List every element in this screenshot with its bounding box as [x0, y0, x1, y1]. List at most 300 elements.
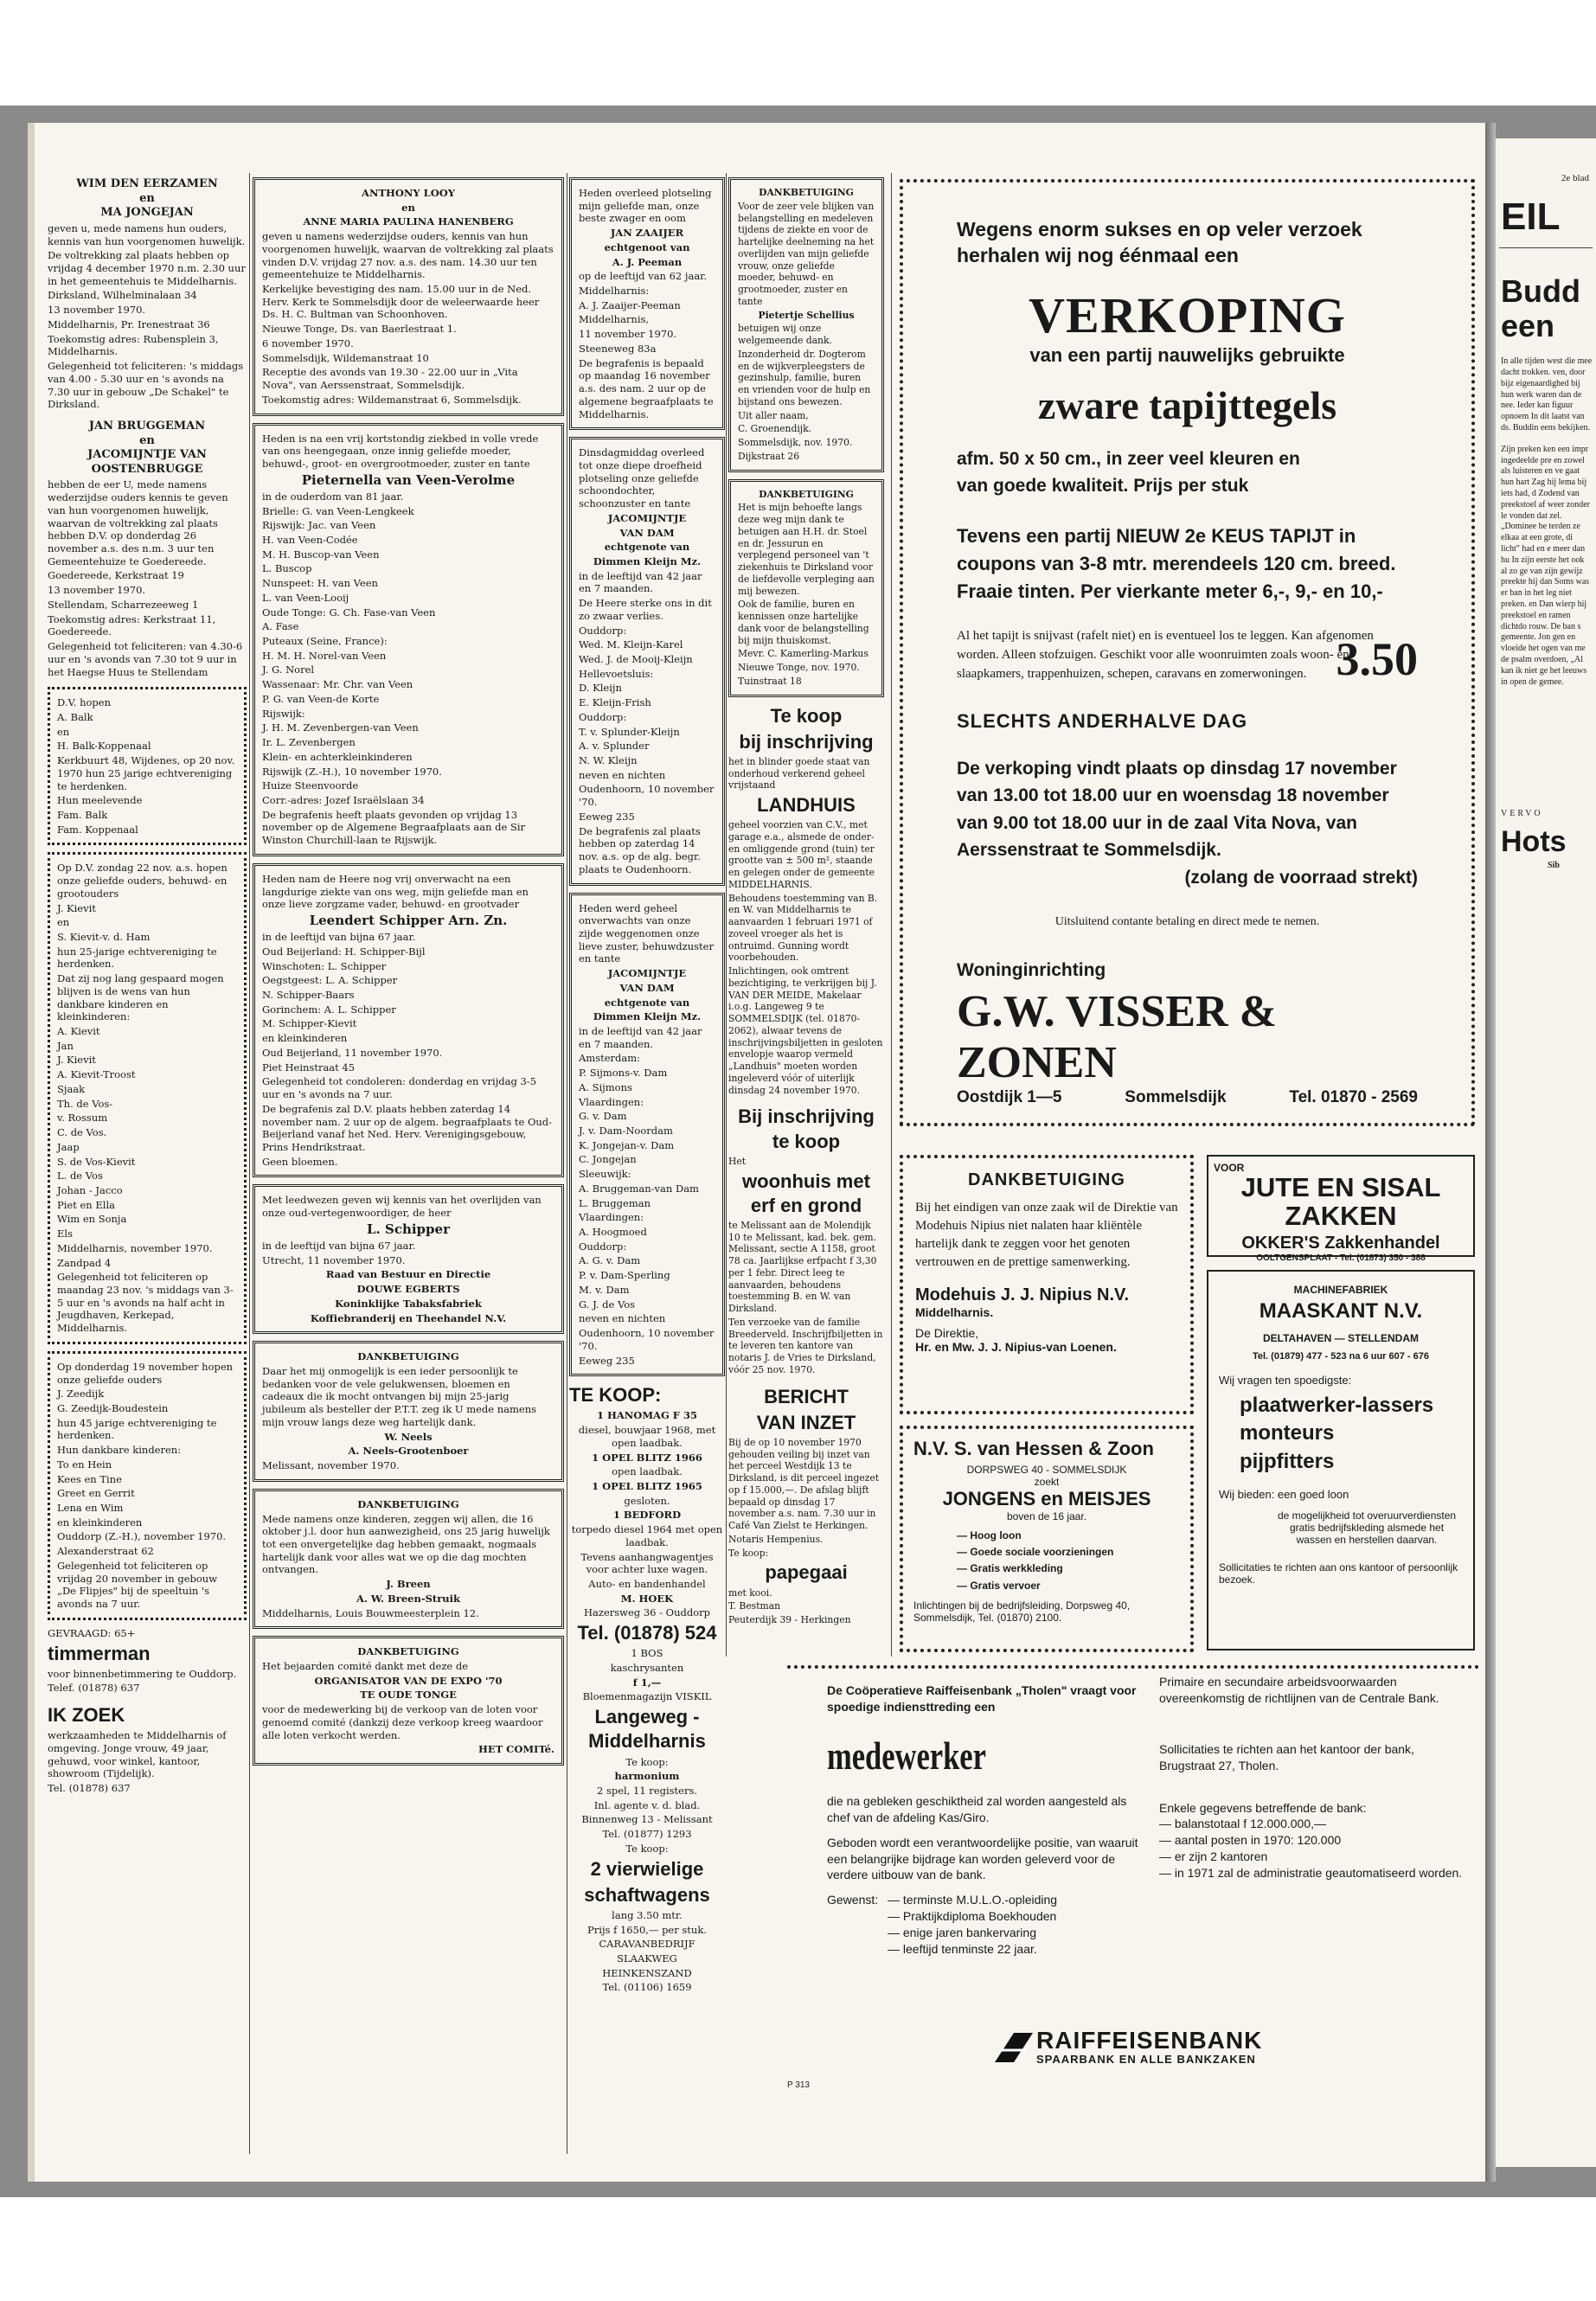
jute-voor: VOOR — [1214, 1162, 1245, 1174]
verkoping-label: Woninginrichting — [957, 960, 1106, 981]
notice-line: BERICHT — [764, 1385, 849, 1407]
notice-line: neven en nichten — [579, 768, 666, 781]
notice-line: Oud Beijerland, 11 november 1970. — [262, 1046, 443, 1059]
notice-line: DANKBETUIGING — [357, 1350, 459, 1363]
hessen-role: JONGENS en MEISJES — [942, 1488, 1151, 1509]
notice-line: diesel, bouwjaar 1968, met open laadbak. — [578, 1424, 716, 1449]
verkoping-payment: Uitsluitend contante betaling en direct mede te nemen. — [1054, 915, 1320, 929]
notice-box — [569, 177, 725, 430]
notice-line: met kooi. — [728, 1586, 772, 1599]
notice-line: M. v. Dam — [579, 1283, 630, 1296]
req-label: Gewenst: — [827, 1893, 879, 1907]
column-rule — [726, 173, 727, 1657]
raiffeisen-left — [827, 1682, 1147, 1958]
notice-line: Fam. Balk — [57, 808, 108, 821]
notice-line: VAN DAM — [619, 981, 675, 994]
hessen-seek: zoekt — [1034, 1476, 1060, 1488]
notice-line: Oegstgeest: L. A. Schipper — [262, 974, 398, 987]
notice-line: A. Neels-Grootenboer — [348, 1445, 469, 1458]
notice-line: en — [57, 725, 70, 738]
notice-block — [48, 478, 247, 678]
notice-line: D.V. hopen — [57, 696, 111, 709]
notice-line: H. Balk-Koppenaal — [57, 740, 151, 753]
notice-line: A. v. Splunder — [579, 740, 650, 753]
notice-line: Klein- en achterkleinkinderen — [262, 750, 413, 763]
notice-line: JACOMIJNTJE — [607, 511, 687, 524]
maaskant-phone: Tel. (01879) 477 - 523 na 6 uur 607 - 676 — [1252, 1351, 1430, 1362]
notice-line: 1 OPEL BLITZ 1966 — [592, 1451, 702, 1464]
notice-box — [728, 479, 884, 697]
notice-box — [253, 1184, 564, 1334]
notice-line: harmonium — [614, 1770, 680, 1783]
nipius-text: Bij het eindigen van onze zaak wil de Direktie van Modehuis Nipius niet nalaten haar kliëntèle hartelijk dank te zeggen voor het genoten vertrouwen en de prettige samenwerking. — [915, 1201, 1178, 1269]
notice-line: 2 vierwielige — [590, 1857, 704, 1880]
notice-line: open laadbak. — [612, 1465, 683, 1478]
notice-line: Uit aller naam, — [738, 409, 809, 421]
notice-line: Middelharnis: — [579, 285, 650, 298]
notice-line: en — [401, 201, 415, 214]
notice-line: G. Zeedijk-Boudestein — [57, 1402, 169, 1414]
notice-block — [728, 1385, 884, 1626]
notice-line: torpedo diesel 1964 met open laadbak. — [571, 1523, 723, 1548]
notice-line: Vlaardingen: — [579, 1211, 644, 1224]
notice-line: Sommelsdijk, nov. 1970. — [738, 437, 853, 448]
notice-line: Daar het mij onmogelijk is een ieder persoonlijk te bedanken voor de vele gelukwensen, bloemen en cadeaux die ik mocht ontvangen bij mijn 25-jarig jubileum als besteller der P.T.T. zeg ik U mede namens mijn vrouw langs deze weg hartelijk dank. — [262, 1365, 537, 1428]
notice-line: in de leeftijd van bijna 67 jaar. — [262, 1240, 416, 1252]
notice-line: Gelegenheid tot feliciteren: 's middags van 4.00 - 5.30 uur en 's avonds na 7.30 uur in gebouw „De Schakel" te Dirksland. — [48, 360, 244, 411]
notice-line: L. Schipper — [367, 1221, 450, 1237]
notice-line: SLAAKWEG — [617, 1952, 677, 1965]
notice-line: N. W. Kleijn — [579, 754, 638, 767]
notice-line: geven u namens wederzijdse ouders, kennis van hun voorgenomen huwelijk, waarvan de voltrekking zal plaats vinden D.V. vrijdag 27 nov. a.s. des nam. 14.30 uur ten gemeentehuize te Middelharnis. — [262, 230, 554, 281]
maaskant-seek: Wij vragen ten spoedigste: — [1219, 1374, 1352, 1387]
notice-line: 1 HANOMAG F 35 — [597, 1409, 697, 1422]
job-item: monteurs — [1240, 1421, 1335, 1445]
notice-line: P. G. van Veen-de Korte — [262, 692, 380, 705]
notice-line: Heden werd geheel onverwachts van onze zijde weggenomen onze lieve zuster, behuwdzuster en tante — [579, 901, 714, 965]
notice-line: Wassenaar: Mr. Chr. van Veen — [262, 678, 413, 691]
notice-line: Op donderdag 19 november hopen onze geliefde ouders — [57, 1360, 234, 1386]
notice-box — [728, 177, 884, 472]
hessen-address: DORPSWEG 40 - SOMMELSDIJK — [966, 1464, 1127, 1476]
notice-line: Inl. agente v. d. blad. — [593, 1798, 701, 1811]
fact-item: — aantal posten in 1970: 120.000 — [1159, 1833, 1342, 1848]
notice-line: Brielle: G. van Veen-Lengkeek — [262, 504, 414, 517]
notice-line: L. van Veen-Looij — [262, 591, 349, 604]
notice-line: Eeweg 235 — [579, 810, 635, 823]
notice-line: Amsterdam: — [579, 1052, 641, 1065]
notice-line: Inzonderheid dr. Dogterom en de wijkverpleegsters de gezinshulp, familie, buren en vrienden voor de hulp en bijstand ons bewezen. — [738, 348, 871, 407]
hessen-name: N.V. S. van Hessen & Zoon — [913, 1438, 1154, 1459]
notice-line: Nieuwe Tonge, nov. 1970. — [738, 662, 860, 673]
req-item: — enige jaren bankervaring — [888, 1926, 1036, 1940]
maaskant-label: MACHINEFABRIEK — [1293, 1284, 1388, 1296]
notice-line: Toekomstig adres: Rubensplein 3, Middelharnis. — [48, 332, 219, 358]
notice-line: 1 BEDFORD — [612, 1509, 682, 1522]
notice-line: IK ZOEK — [48, 1704, 125, 1727]
notice-line: A. Bruggeman-van Dam — [579, 1182, 699, 1195]
verkoping-when: De verkoping vindt plaats op dinsdag 17 november van 13.00 tot 18.00 uur en woensdag 18 november van 9.00 tot 18.00 uur in de zaal Vita Nova, van Aerssenstraat te Sommelsdijk. — [957, 758, 1397, 861]
notice-line: Oudenhoorn, 10 november '70. — [579, 1327, 715, 1352]
next-heading-3: Hots — [1501, 825, 1567, 859]
notice-line: Wed. J. de Mooij-Kleijn — [579, 653, 693, 665]
notice-line: Te koop: — [625, 1842, 669, 1855]
verkoping-advertisement — [900, 179, 1475, 1126]
notice-line: Oudenhoorn, 10 november '70. — [579, 783, 715, 809]
notice-line: DANKBETUIGING — [759, 488, 854, 500]
notice-line: Alexanderstraat 62 — [57, 1545, 154, 1558]
notice-line: LANDHUIS — [757, 794, 856, 817]
notice-line: Geen bloemen. — [262, 1155, 338, 1168]
next-page-label: 2e blad — [1561, 173, 1589, 183]
notice-line: D. Kleijn — [579, 682, 622, 695]
notice-line: Inlichtingen, ook omtrent bezichtiging, te verkrijgen bij J. VAN DER MEIDE, Makelaar i.o.g. Langeweg 9 te SOMMELSDIJK (tel. 01870-2062), alwaar tevens de inschrijvingsbiljetten in gesloten envelopje waarop vermeld „Landhuis" moeten worden ingeleverd vóór of uiterlijk dinsdag 24 november 1970. — [728, 965, 883, 1096]
notice-line: Zandpad 4 — [57, 1256, 112, 1269]
raiffeisen-advertisement — [787, 1665, 1479, 2090]
verkoping-info: Al het tapijt is snijvast (rafelt niet) en is eventueel los te leggen. Kan afgenomen worden. Alleen stofzuigen. Geschikt voor alle woonruimten zoals woon- en slaapkamers, trappenhuizen, schepen, caravans en zomerwoningen. — [957, 629, 1374, 681]
notice-line: Gelegenheid tot condoleren: donderdag en vrijdag 3-5 uur en 's avonds na 7 uur. — [262, 1075, 537, 1101]
notice-line: Notaris Hempenius. — [728, 1533, 824, 1545]
notice-box — [48, 852, 247, 1343]
notice-line: Wim en Sonja — [57, 1213, 127, 1226]
te-koop-title: TE KOOP: — [569, 1384, 662, 1407]
notice-line: Sjaak — [57, 1082, 86, 1095]
next-label: VERVO — [1501, 809, 1543, 819]
notice-line: hebben de eer U, mede namens wederzijdse ouders kennis te geven van hun voorgenomen huwelijk, waarvan de voltrekking zal plaats hebben D.V. op donderdag 26 november a.s. des n.m. 3 uur ten Gemeentehuize te Goedereede. — [48, 478, 228, 567]
page-number: P 313 — [787, 2080, 810, 2090]
notice-line: Sommelsdijk, Wildemanstraat 10 — [262, 351, 429, 364]
column-1 — [48, 177, 247, 1804]
nipius-advertisement — [900, 1155, 1194, 1414]
notice-line: werkzaamheden te Middelharnis of omgeving. Jonge vrouw, 49 jaar, gehuwd, voor winkel, kantoor, showroom (Tijdelijk). — [48, 1729, 227, 1780]
raiffeisen-desc: die na gebleken geschiktheid zal worden aangesteld als chef van de afdeling Kas/Giro. — [827, 1793, 1127, 1824]
notice-box — [253, 1636, 564, 1766]
notice-line: ORGANISATOR VAN DE EXPO '70 — [314, 1674, 503, 1687]
page-fold — [1485, 123, 1496, 2182]
job-item: pijpfitters — [1240, 1449, 1335, 1473]
notice-line: G. J. de Vos — [579, 1298, 636, 1311]
notice-line: Tel. (01878) 637 — [48, 1782, 131, 1795]
notice-line: Tevens aanhangwagentjes voor achter luxe wagen. — [580, 1550, 714, 1576]
notice-line: Ten verzoeke van de familie Breederveld. Inschrijfbiljetten in te leveren ten kantore van notaris J. de Vries te Dirksland, vóór 25 nov. 1970. — [728, 1316, 883, 1375]
notice-line: Eeweg 235 — [579, 1354, 635, 1367]
verkoping-price: 3.50 — [1336, 633, 1418, 685]
raiffeisen-slogan: SPAARBANK EN ALLE BANKZAKEN — [1036, 2053, 1256, 2066]
raiffeisen-apply: Sollicitaties te richten aan het kantoor der bank, Brugstraat 27, Tholen. — [1159, 1741, 1414, 1772]
notice-line: hun 25-jarige echtvereniging te herdenken. — [57, 945, 217, 971]
verkoping-contact — [957, 1088, 1418, 1107]
bullet-item: — Goede sociale voorzieningen — [957, 1546, 1114, 1559]
maaskant-name: MAASKANT N.V. — [1259, 1299, 1423, 1323]
jute-company: OKKER'S Zakkenhandel — [1241, 1234, 1440, 1253]
notice-line: hun 45 jarige echtvereniging te herdenken. — [57, 1416, 217, 1442]
notice-line: papegaai — [765, 1561, 848, 1584]
jute-address: OOLTGENSPLAAT - Tel. (01873) 350 - 388 — [1256, 1253, 1426, 1264]
jute-advertisement — [1207, 1155, 1475, 1264]
notice-line: Els — [57, 1227, 73, 1240]
notice-box — [253, 1489, 564, 1629]
next-text-2: Zijn preken ken een impr ingedeelde pre en zowel als luisteren en ve gaat hun hart Zag hij lema bij iets had, d Zodend van preekstoel af weer zonder le vonden dat zel. „Dominee he terden ze elkaa at een grote, di licht" had en e meer dan hu In zijn eerste het ook al zo ge van zijn gewijz preekte hij dan Soms was er ban in het leg niet preken. en Dan wierp hij preekstoel en ramen dichtdo rouw. De ban s gemeente. Jon gen en vloeide het ogen van me de psalm overdoen, „Al kan ik niet ge het leeuws in open de gemee. — [1501, 444, 1590, 687]
notice-line: H. van Veen-Codée — [262, 534, 358, 546]
maaskant-offer: Wij bieden: een goed loon — [1219, 1488, 1349, 1502]
notice-line: T. Bestman — [728, 1600, 781, 1612]
notice-line: Oude Tonge: G. Ch. Fase-van Veen — [262, 606, 436, 619]
notice-line: GEVRAAGD: 65+ — [48, 1626, 136, 1639]
notice-line: A. J. Peeman — [612, 255, 683, 268]
column-3 — [569, 177, 725, 2003]
notice-line: Telef. (01878) 637 — [48, 1682, 140, 1695]
notice-line: Hun dankbare kinderen: — [57, 1444, 182, 1457]
fact-item: — in 1971 zal de administratie geautomatiseerd worden. — [1159, 1866, 1463, 1881]
column-4 — [728, 177, 884, 1635]
notice-line: S. Kievit-v. d. Ham — [57, 931, 151, 943]
notice-line: L. de Vos — [57, 1170, 103, 1183]
hessen-advertisement — [900, 1426, 1194, 1652]
raiffeisen-offer: Geboden wordt een verantwoordelijke positie, van waaruit een belangrijke bijdrage kan worden geleverd voor de verdere uitbouw van de bank. — [827, 1835, 1138, 1882]
notice-line: 13 november 1970. — [48, 304, 146, 317]
notice-line: Sleeuwijk: — [579, 1168, 631, 1181]
notice-line: Toekomstig adres: Kerkstraat 11, Goedereede. — [48, 612, 216, 638]
notice-line: S. de Vos-Kievit — [57, 1155, 136, 1168]
notice-line: te Melissant aan de Molendijk 10 te Melissant, kad. bek. gem. Melissant, sectie A 1158, groot 78 ca. Jaarlijkse erfpacht f 3,30 per 1 febr. Direct leeg te aanvaarden, behoudens toestemming B. en W. van Dirksland. — [728, 1219, 877, 1315]
notice-line: kaschrysanten — [610, 1662, 684, 1675]
next-subline: Sib — [1548, 861, 1560, 871]
notice-line: A. Kievit — [57, 1025, 100, 1038]
notice-line: Behoudens toestemming van B. en W. van Middelharnis te aanvaarden 1 februari 1971 of zoveel vroeger als het is ontruimd. Gunning wordt voorbehouden. — [728, 892, 878, 964]
notice-line: De begrafenis heeft plaats gevonden op vrijdag 13 november op de Algemene Begraafplaats aan de Sir Winston Churchill-laan te Rijswijk. — [262, 808, 526, 847]
bullet-item: — Gratis werkkleding — [957, 1562, 1063, 1575]
verkoping-duration: SLECHTS ANDERHALVE DAG — [957, 709, 1248, 732]
notice-line: Hazersweg 36 - Ouddorp — [584, 1606, 710, 1619]
notice-line: geheel voorzien van C.V., met garage e.a., alsmede de onder- en omliggende grond (tuin) ter grootte van ± 500 m², staande en gelegen onder de gemeente MIDDELHARNIS. — [728, 819, 875, 890]
next-headline: EIL — [1501, 195, 1561, 238]
notice-line: 2 spel, 11 registers. — [596, 1784, 698, 1797]
notice-line: Middelharnis, november 1970. — [57, 1241, 213, 1254]
notice-line: gesloten. — [624, 1494, 670, 1507]
raiffeisen-logo-text: RAIFFEISENBANK — [1036, 2027, 1263, 2054]
notice-line: Gorinchem: A. L. Schipper — [262, 1003, 396, 1016]
notice-line: Rijswijk: — [262, 707, 305, 720]
notice-line: Te koop: — [728, 1547, 769, 1559]
notice-line: Corr.-adres: Jozef Israëlslaan 34 — [262, 793, 425, 806]
notice-line: in de leeftijd van bijna 67 jaar. — [262, 931, 416, 944]
next-heading-2: een — [1501, 307, 1555, 343]
notice-line: Jaap — [57, 1140, 80, 1153]
person-name: JAN BRUGGEMAN — [88, 419, 206, 433]
notice-line: Nieuwe Tonge, Ds. van Baerlestraat 1. — [262, 323, 457, 336]
notice-line: Te koop: — [625, 1755, 669, 1768]
notice-line: Tel. (01877) 1293 — [602, 1828, 692, 1841]
notice-block — [569, 1409, 725, 1994]
notice-line: Ook de familie, buren en kennissen onze hartelijke dank voor de belangstelling bij mijn thuiskomst. — [738, 599, 869, 646]
notice-line: op de leeftijd van 62 jaar. — [579, 270, 708, 283]
notice-line: J. Breen — [386, 1578, 431, 1591]
notice-box — [569, 437, 725, 885]
notice-line: echtgenote van — [604, 996, 690, 1009]
notice-line: Th. de Vos- — [57, 1097, 113, 1110]
notice-line: 1 BOS — [631, 1647, 663, 1660]
adjacent-page-edge — [1496, 138, 1596, 2167]
verkoping-address: Oostdijk 1—5 — [957, 1088, 1062, 1107]
notice-line: Nunspeet: H. van Veen — [262, 577, 378, 590]
notice-line: schaftwagens — [584, 1883, 710, 1906]
notice-line: VAN DAM — [619, 526, 675, 539]
bullet-item: — Gratis vervoer — [957, 1579, 1041, 1592]
hessen-age: boven de 16 jaar. — [1006, 1510, 1087, 1522]
notice-box — [48, 687, 247, 845]
notice-line: T. v. Splunder-Kleijn — [579, 725, 680, 738]
notice-line: C. de Vos. — [57, 1126, 107, 1139]
notice-line: M. HOEK — [620, 1592, 674, 1605]
raiffeisen-terms: Primaire en secundaire arbeidsvoorwaarden overeenkomstig de richtlijnen van de Centrale Bank. — [1159, 1675, 1439, 1705]
notice-line: Bij de op 10 november 1970 gehouden veiling bij inzet van het perceel Westdijk 13 te Dirksland, is dit perceel ingezet op f 15.000,—. De afslag blijft bepaald op dinsdag 17 november a.s. nam. 7.30 uur in Café Van Zielst te Herkingen. — [728, 1436, 880, 1532]
notice-line: f 1,— — [632, 1676, 662, 1689]
person-name: MA JONGEJAN — [100, 206, 194, 220]
notice-line: Vlaardingen: — [579, 1095, 644, 1108]
notice-line: Auto- en bandenhandel — [588, 1578, 706, 1590]
verkoping-product: zware tapijttegels — [1037, 382, 1337, 427]
notice-box — [253, 1341, 564, 1481]
notice-line: A. Sijmons — [579, 1080, 632, 1093]
verkoping-intro: Wegens enorm sukses en op veler verzoek herhalen wij nog éénmaal een — [957, 218, 1362, 266]
notice-line: 6 november 1970. — [262, 336, 354, 349]
notice-line: Middelharnis, Louis Bouwmeesterplein 12. — [262, 1606, 479, 1619]
notice-line: en kleinkinderen — [57, 1516, 143, 1529]
maaskant-jobs — [1240, 1392, 1463, 1476]
person-name: en — [139, 191, 155, 205]
notice-line: De begrafenis zal plaats hebben op zaterdag 14 nov. a.s. op de alg. begr. plaats te Oudenhoorn. — [579, 824, 701, 875]
notice-line: C. Jongejan — [579, 1153, 637, 1166]
notice-line: J. Zeedijk — [57, 1388, 105, 1400]
nipius-title: DANKBETUIGING — [968, 1170, 1125, 1189]
notice-line: JACOMIJNTJE — [607, 967, 687, 980]
verkoping-note: (zolang de voorraad strekt) — [1184, 867, 1418, 888]
jute-title: JUTE EN SISAL ZAKKEN — [1240, 1172, 1441, 1231]
notice-line: M. Schipper-Kievit — [262, 1017, 357, 1030]
nipius-company: Modehuis J. J. Nipius N.V. — [915, 1285, 1130, 1304]
notice-line: Koninklijke Tabaksfabriek — [335, 1297, 482, 1310]
req-item: — terminste M.U.L.O.-opleiding — [888, 1893, 1058, 1907]
notice-line: Steeneweg 83a — [579, 342, 657, 355]
notice-line: N. Schipper-Baars — [262, 989, 355, 1002]
notice-line: Piet en Ella — [57, 1198, 115, 1211]
notice-line: De voltrekking zal plaats hebben op vrijdag 4 december 1970 n.m. 2.30 uur in het gemeentehuis te Middelharnis. — [48, 249, 246, 287]
raiffeisen-right — [1159, 1674, 1471, 1881]
job-item: plaatwerker-lassers — [1240, 1394, 1434, 1417]
notice-line: Johan - Jacco — [57, 1183, 123, 1196]
notice-line: Kerkbuurt 48, Wijdenes, op 20 nov. 1970 hun 25 jarige echtvereniging te herdenken. — [57, 754, 235, 792]
notice-line: Piet Heinstraat 45 — [262, 1061, 356, 1074]
notice-line: Melissant, november 1970. — [262, 1459, 400, 1472]
req-item: — leeftijd tenminste 22 jaar. — [888, 1942, 1037, 1956]
notice-box — [253, 177, 564, 416]
person-name: JACOMIJNTJE VAN OOSTENBRUGGE — [87, 448, 207, 476]
notice-line: Op D.V. zondag 22 nov. a.s. hopen onze geliefde ouders, behuwd- en grootouders — [57, 862, 228, 900]
notice-line: Fam. Koppenaal — [57, 823, 138, 836]
notice-line: TE OUDE TONGE — [360, 1689, 457, 1702]
notice-line: M. H. Buscop-van Veen — [262, 548, 380, 561]
verkoping-size: afm. 50 x 50 cm., in zeer veel kleuren en van goede kwaliteit. Prijs per stuk — [957, 448, 1300, 497]
notice-line: Hellevoetsluis: — [579, 667, 654, 680]
notice-line: Ir. L. Zevenbergen — [262, 736, 356, 749]
notice-line: J. H. M. Zevenbergen-van Veen — [262, 721, 419, 734]
notice-line: DOUWE EGBERTS — [356, 1283, 460, 1296]
notice-line: Middelharnis, Pr. Irenestraat 36 — [48, 317, 210, 330]
notice-line: Koffiebranderij en Theehandel N.V. — [310, 1311, 507, 1324]
raiffeisen-logo — [995, 2029, 1262, 2066]
notice-line: A. Balk — [57, 710, 93, 723]
notice-line: Tel. (01878) 524 — [577, 1622, 717, 1644]
notice-line: DANKBETUIGING — [357, 1645, 459, 1658]
notice-line: P. Sijmons-v. Dam — [579, 1067, 668, 1080]
notice-line: Heden nam de Heere nog vrij onverwacht na een langdurige ziekte van ons weg, mijn geliefde man en onze lieve zorgzame vader, behuwd- en grootvader — [262, 872, 529, 911]
notice-line: Utrecht, 11 november 1970. — [262, 1253, 406, 1266]
notice-line: Voor de zeer vele blijken van belangstelling en medeleven tijdens de ziekte en voor de hartelijke deelneming na het overlijden van mijn geliefde vrouw, onze geliefde moeder, behuwd- en grootmoeder, zuster en tante — [738, 200, 875, 307]
notice-line: Leendert Schipper Arn. Zn. — [309, 912, 508, 928]
verkoping-second-choice: Tevens een partij NIEUW 2e KEUS TAPIJT in coupons van 3-8 mtr. merendeels 120 cm. breed. Fraaie tinten. Per vierkante meter 6,-, 9,- en 10,- — [957, 524, 1396, 602]
notice-line: voor de medewerking bij de verkoop van de loten voor genoemd comité (dankzij deze verkoop kreeg waardoor alle loten verkocht werden. — [262, 1703, 543, 1741]
person-name: WIM DEN EERZAMEN — [76, 177, 218, 190]
maaskant-advertisement — [1207, 1270, 1475, 1650]
notice-line: Heden is na een vrij kortstondig ziekbed in volle vrede van ons heengegaan, onze innig geliefde moeder, behuwd-, groot- en overgrootmoeder, zuster en tante — [262, 432, 539, 470]
notice-line: JAN ZAAIJER — [610, 227, 684, 240]
notice-line: Dimmen Kleijn Mz. — [593, 554, 702, 567]
notice-line: Greet en Gerrit — [57, 1487, 135, 1500]
next-heading-1: Budd — [1501, 273, 1580, 309]
notice-line: Met leedwezen geven wij kennis van het overlijden van onze oud-vertegenwoordiger, de heer — [262, 1194, 542, 1220]
notice-line: Prijs f 1650,— per stuk. — [587, 1923, 707, 1936]
notice-line: A. Hoogmoed — [579, 1226, 647, 1239]
notice-line: DANKBETUIGING — [759, 187, 854, 198]
notice-line: Toekomstig adres: Wildemanstraat 6, Sommelsdijk. — [262, 393, 522, 406]
notice-line: To en Hein — [57, 1458, 112, 1471]
raiffeisen-reqs — [827, 1892, 1147, 1958]
notice-line: Binnenweg 13 - Melissant — [581, 1813, 713, 1826]
notice-line: 13 november 1970. — [48, 584, 146, 597]
notice-line: VAN INZET — [756, 1411, 856, 1433]
notice-line: Receptie des avonds van 19.30 - 22.00 uur in „Vita Nova", van Aerssenstraat, Sommelsdijk. — [262, 366, 518, 392]
person-name: en — [139, 433, 155, 447]
notice-line: Dinsdagmiddag overleed tot onze diepe droefheid plotseling onze geliefde schoondochter, schoonzuster en tante — [579, 446, 705, 510]
notice-line: geven u, mede namens hun ouders, kennis van hun voorgenomen huwelijk. — [48, 221, 246, 247]
notice-line: HEINKENSZAND — [602, 1966, 692, 1979]
notice-box — [253, 423, 564, 856]
verkoping-phone: Tel. 01870 - 2569 — [1289, 1088, 1418, 1107]
notice-line: DANKBETUIGING — [357, 1497, 459, 1510]
notice-line: W. Neels — [384, 1430, 433, 1443]
notice-line: Rijswijk: Jac. van Veen — [262, 519, 376, 532]
notice-block — [48, 222, 247, 411]
maaskant-extra: de mogelijkheid tot overuurverdiensten gratis bedrijfskleding alsmede het wassen en herstellen daarvan. — [1277, 1509, 1457, 1547]
notice-line: J. G. Norel — [262, 663, 315, 676]
notice-box — [48, 1351, 247, 1620]
notice-line: in de ouderdom van 81 jaar. — [262, 490, 404, 503]
notice-line: in de leeftijd van 42 jaar en 7 maanden. — [579, 569, 702, 595]
notice-line: Puteaux (Seine, France): — [262, 635, 388, 648]
notice-line: neven en nichten — [579, 1312, 666, 1325]
notice-line: Dirksland, Wilhelminalaan 34 — [48, 289, 197, 302]
notice-line: in de leeftijd van 42 jaar en 7 maanden. — [579, 1024, 702, 1050]
notice-line: en — [57, 916, 70, 929]
notice-line: L. Bruggeman — [579, 1196, 651, 1209]
notice-line: Pietertje Schellius — [758, 309, 855, 321]
maaskant-address: DELTAHAVEN — STELLENDAM — [1263, 1332, 1419, 1344]
notice-line: Winschoten: L. Schipper — [262, 959, 387, 972]
notice-line: A. Fase — [262, 620, 299, 633]
notice-line: H. M. H. Norel-van Veen — [262, 649, 387, 662]
notice-line: Ouddorp: — [579, 710, 627, 723]
notice-line: Tuinstraat 18 — [738, 675, 802, 687]
